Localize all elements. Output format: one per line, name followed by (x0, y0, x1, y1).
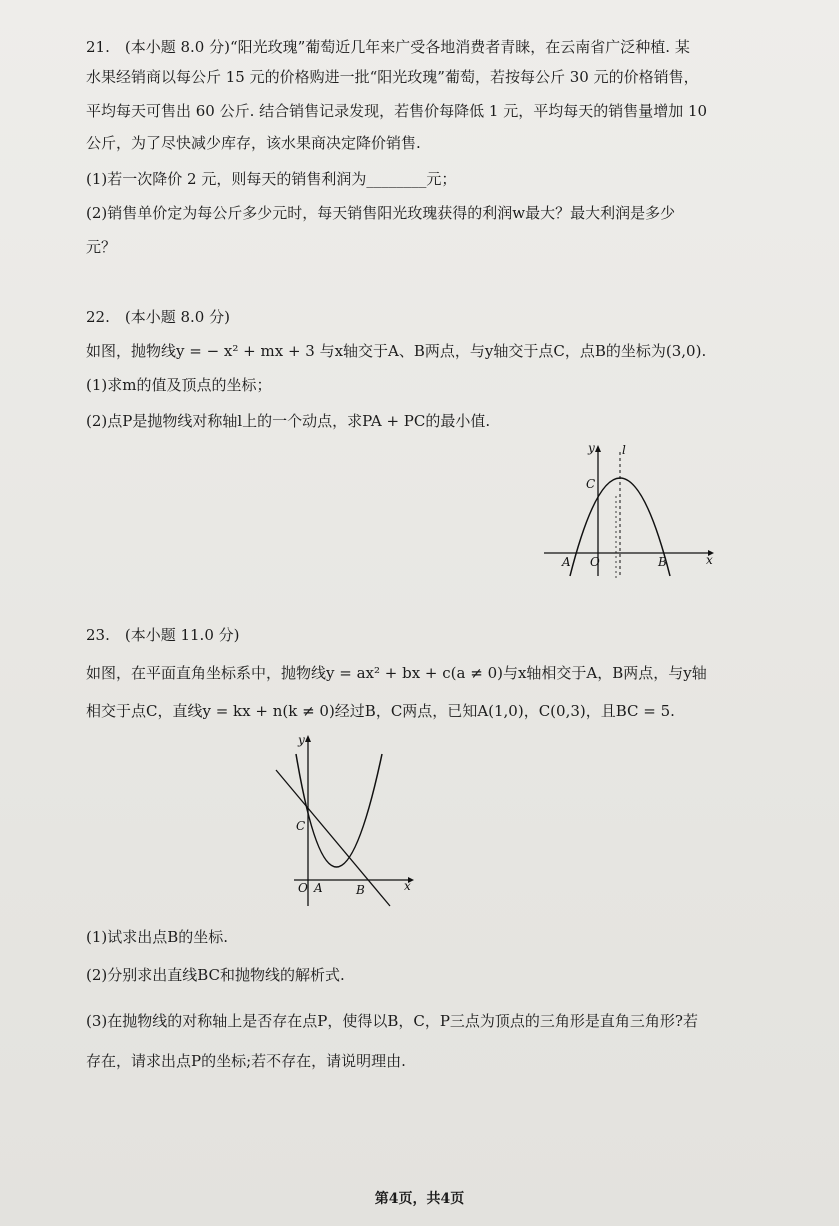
q23-y-arrow (305, 735, 311, 742)
q23-figure (264, 730, 424, 910)
q23-parabola (296, 754, 382, 867)
q22-label-o: O (590, 555, 600, 569)
q22-label-c: C (586, 477, 596, 491)
q22-label-y: y (588, 441, 595, 455)
q22-part-1: (1)求m的值及顶点的坐标； (86, 376, 272, 394)
q23-line-1: 如图，在平面直角坐标系中，抛物线y = ax² + bx + c(a ≠ 0)与x轴相交于A，B两点，与y轴 (86, 664, 707, 682)
q22-label-l: l (622, 443, 626, 457)
q22-label-x: x (706, 553, 713, 567)
q23-label-a: A (314, 881, 323, 895)
page-footer: 第4页，共4页 (374, 1191, 465, 1207)
q23-header: 23. (本小题 11.0 分) (86, 626, 240, 644)
q23-part-1: (1)试求出点B的坐标. (86, 928, 229, 946)
q22-label-a: A (562, 555, 571, 569)
q21-part-2: (2)销售单价定为每公斤多少元时，每天销售阳光玫瑰获得的利润w最大？最大利润是多少 (86, 204, 676, 222)
q23-label-y: y (298, 733, 305, 747)
q21-line-2: 水果经销商以每公斤 15 元的价格购进一批“阳光玫瑰”葡萄，若按每公斤 30 元的价格销售， (86, 68, 699, 86)
q22-figure (540, 440, 720, 580)
q23-line-2: 相交于点C，直线y = kx + n(k ≠ 0)经过B，C两点，已知A(1,0)，C(0,3)，且BC = 5. (86, 702, 675, 720)
q23-label-x: x (404, 879, 411, 893)
q23-label-b: B (356, 883, 365, 897)
q22-part-2: (2)点P是抛物线对称轴l上的一个动点，求PA + PC的最小值. (86, 412, 491, 430)
q23-part-2: (2)分别求出直线BC和抛物线的解析式. (86, 966, 345, 984)
q23-part-3-cont: 存在，请求出点P的坐标;若不存在，请说明理由. (86, 1052, 406, 1070)
q22-y-arrow (595, 445, 601, 452)
q21-line-3: 平均每天可售出 60 公斤. 结合销售记录发现，若售价每降低 1 元，平均每天的销售量增加 10 (86, 102, 708, 120)
q22-header: 22. (本小题 8.0 分) (86, 308, 230, 326)
q21-line-1: 21. (本小题 8.0 分)“阳光玫瑰”葡萄近几年来广受各地消费者青睐，在云南省广泛种植. 某 (86, 38, 690, 56)
q23-part-3: (3)在抛物线的对称轴上是否存在点P，使得以B，C，P三点为顶点的三角形是直角三角形?若 (86, 1012, 698, 1030)
q23-label-c: C (296, 819, 306, 833)
q21-part-1: (1)若一次降价 2 元，则每天的销售利润为________元； (86, 170, 457, 188)
q21-line-4: 公斤，为了尽快减少库存，该水果商决定降价销售. (86, 134, 421, 152)
q21-part-2-cont: 元？ (86, 238, 117, 256)
q23-label-o: O (298, 881, 308, 895)
q22-line-1: 如图，抛物线y = − x² + mx + 3 与x轴交于A、B两点，与y轴交于点C，点B的坐标为(3,0). (86, 342, 707, 360)
q22-label-b: B (658, 555, 667, 569)
